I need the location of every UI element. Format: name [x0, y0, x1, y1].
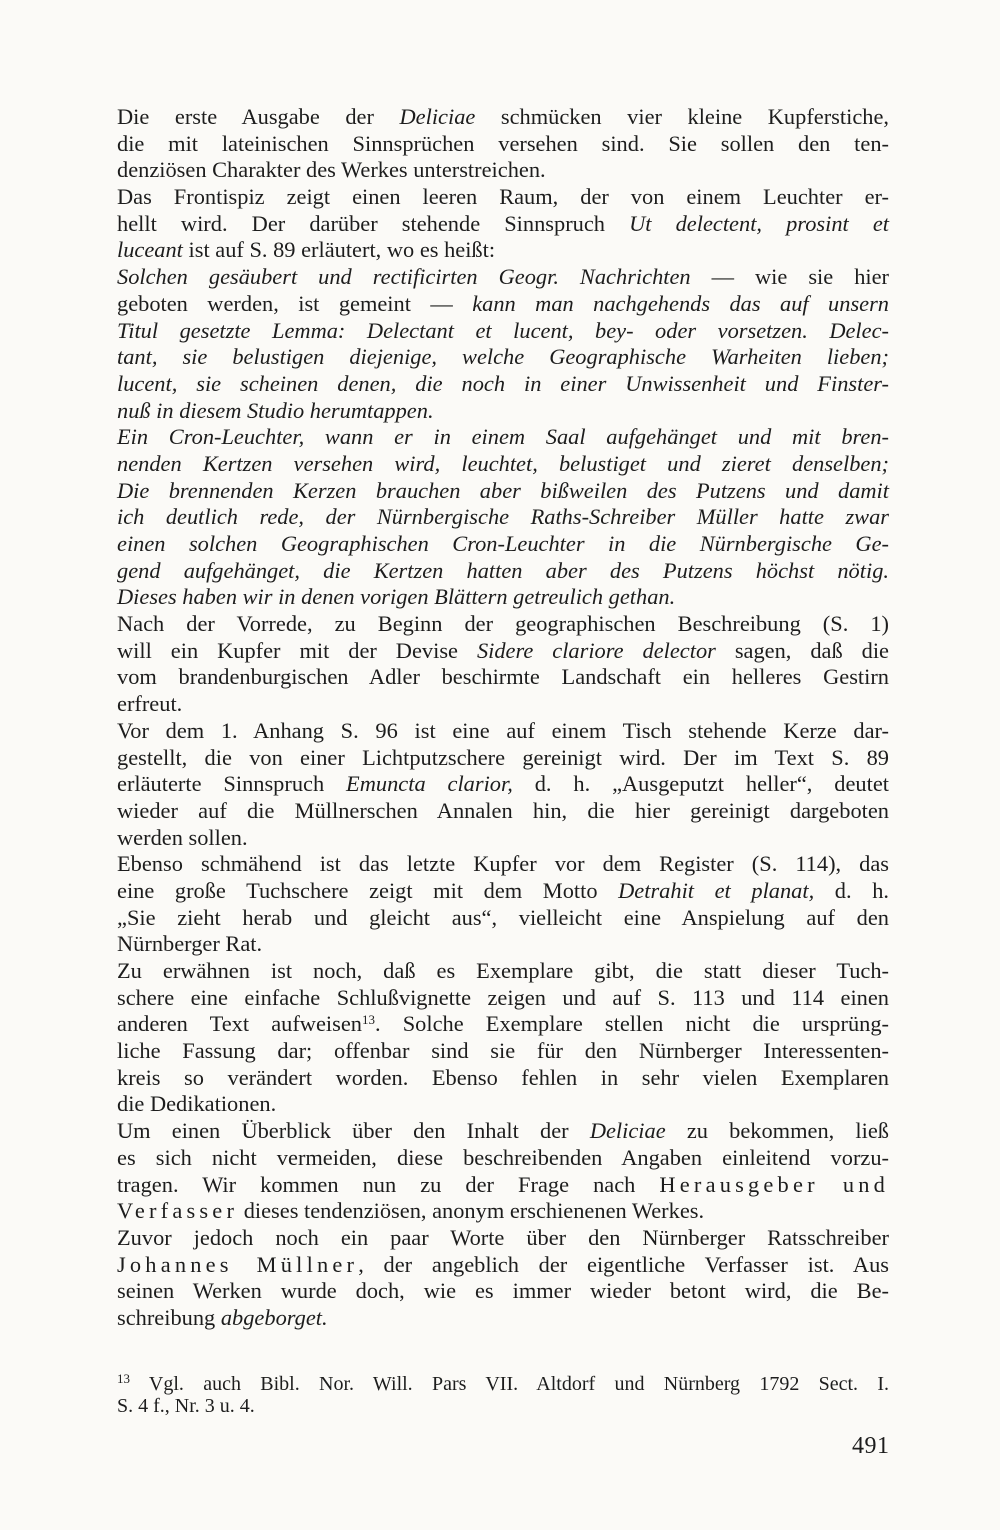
text-line: anderen Text aufweisen$^{13}$. Solche Exemplare stellen nicht die ursprüng- — [117, 1011, 889, 1037]
text-line: Die brennenden Kerzen brauchen aber bißweilen des Putzens und damit — [117, 477, 889, 503]
text-line: Das Frontispiz zeigt einen leeren Raum, der von einem Leuchter er- — [117, 184, 889, 210]
text-line: Ein Cron-Leuchter, wann er in einem Saal aufgehänget und mit bren- — [117, 424, 889, 450]
text-line: eine große Tuchschere zeigt mit dem Motto Detrahit et planat, d. h. — [117, 877, 889, 903]
text-line: Nach der Vorrede, zu Beginn der geographischen Beschreibung (S. 1) — [117, 611, 889, 637]
text-line: luceant ist auf S. 89 erläutert, wo es heißt: — [117, 237, 496, 263]
text-line: gend aufgehänget, die Kertzen hatten aber des Putzens höchst nötig. — [117, 557, 889, 583]
text-line: Johannes Müllner, der angeblich der eigentliche Verfasser ist. Aus — [117, 1251, 889, 1277]
text-line: gestellt, die von einer Lichtputzschere gereinigt wird. Der im Text S. 89 — [117, 744, 889, 770]
paragraph-p9 — [117, 1118, 889, 1225]
text-line: geboten werden, ist gemeint — kann man nachgehends das auf unsern — [117, 290, 890, 316]
paragraph-p7 — [117, 851, 889, 958]
text-line: tragen. Wir kommen nun zu der Frage nach Herausgeber und — [117, 1171, 889, 1197]
text-line: Zu erwähnen ist noch, daß es Exemplare gibt, die statt dieser Tuch- — [117, 958, 889, 983]
text-line: Ebenso schmähend ist das letzte Kupfer vor dem Register (S. 114), das — [117, 851, 889, 877]
text-line: Vor dem 1. Anhang S. 96 ist eine auf einem Tisch stehende Kerze dar- — [117, 717, 889, 743]
paragraph-p3 — [117, 264, 889, 424]
text-line: es sich nicht vermeiden, diese beschreibenden Angaben einleitend vorzu- — [117, 1144, 889, 1170]
text-line: erläuterte Sinnspruch Emuncta clarior, d. h. „Ausgeputzt heller“, deutet — [117, 771, 889, 797]
body-text — [117, 104, 889, 1332]
footnote-line: $^{13}$ Vgl. auch Bibl. Nor. Will. Pars VII. Altdorf und Nürnberg 1792 Sect. I. — [117, 1371, 889, 1395]
text-line: Nürnberger Rat. — [117, 931, 263, 957]
text-line: denziösen Charakter des Werkes unterstreichen. — [117, 157, 546, 183]
text-line: Zuvor jedoch noch ein paar Worte über den Nürnberger Ratsschreiber — [117, 1224, 889, 1250]
text-line: vom brandenburgischen Adler beschirmte Landschaft ein helleres Gestirn — [117, 664, 889, 690]
text-line: „Sie zieht herab und gleicht aus“, vielleicht eine Anspielung auf den — [117, 904, 889, 930]
text-line: Dieses haben wir in denen vorigen Blättern getreulich gethan. — [117, 584, 676, 610]
paragraph-p6 — [117, 718, 889, 851]
text-line: Titul gesetzte Lemma: Delectant et lucent, bey- oder vorsetzen. Delec- — [117, 317, 889, 343]
footnote-line: S. 4 f., Nr. 3 u. 4. — [117, 1395, 255, 1417]
page-number: 491 — [852, 1433, 890, 1459]
text-line: ich deutlich rede, der Nürnbergische Raths-Schreiber Müller hatte zwar — [117, 504, 889, 530]
text-line: lucent, sie scheinen denen, die noch in einer Unwissenheit und Finster- — [117, 370, 889, 396]
text-line: schreibung abgeborget. — [117, 1304, 328, 1330]
text-line: die mit lateinischen Sinnsprüchen versehen sind. Sie sollen den ten- — [117, 130, 889, 156]
text-line: wieder auf die Müllnerschen Annalen hin, die hier gereinigt dargeboten — [117, 797, 889, 823]
paragraph-p8 — [117, 958, 889, 1118]
text-line: tant, sie belustigen diejenige, welche Geographische Warheiten lieben; — [117, 344, 889, 370]
text-line: die Dedikationen. — [117, 1091, 277, 1117]
paragraph-p4 — [117, 424, 889, 611]
text-line: will ein Kupfer mit der Devise Sidere clariore delector sagen, daß die — [117, 637, 889, 663]
text-line: nenden Kertzen versehen wird, leuchtet, belustiget und zieret denselben; — [117, 450, 889, 476]
text-line: liche Fassung dar; offenbar sind sie für den Nürnberger Interessenten- — [117, 1038, 889, 1064]
text-line: Um einen Überblick über den Inhalt der Deliciae zu bekommen, ließ — [117, 1118, 889, 1144]
paragraph-p2 — [117, 184, 889, 264]
text-line: werden sollen. — [117, 824, 248, 850]
text-line: erfreut. — [117, 691, 183, 717]
text-line: Die erste Ausgabe der Deliciae schmücken vier kleine Kupferstiche, — [117, 104, 889, 129]
text-line: hellt wird. Der darüber stehende Sinnspruch Ut delectent, prosint et — [117, 210, 889, 236]
text-line: schere eine einfache Schlußvignette zeigen und auf S. 113 und 114 einen — [117, 984, 889, 1010]
text-line: kreis so verändert worden. Ebenso fehlen in sehr vielen Exemplaren — [117, 1064, 889, 1090]
paragraph-p1 — [117, 104, 889, 184]
text-line: nuß in diesem Studio herumtappen. — [117, 397, 434, 423]
footnote — [117, 1373, 889, 1417]
text-line: seinen Werken wurde doch, wie es immer wieder betont wird, die Be- — [117, 1278, 889, 1304]
paragraph-p10 — [117, 1225, 889, 1332]
text-line: Verfasser dieses tendenziösen, anonym erschienenen Werkes. — [117, 1198, 705, 1224]
paragraph-p5 — [117, 611, 889, 718]
text-line: einen solchen Geographischen Cron-Leuchter in die Nürnbergische Ge- — [117, 531, 889, 556]
text-line: Solchen gesäubert und rectificirten Geogr. Nachrichten — wie sie hier — [117, 264, 890, 290]
